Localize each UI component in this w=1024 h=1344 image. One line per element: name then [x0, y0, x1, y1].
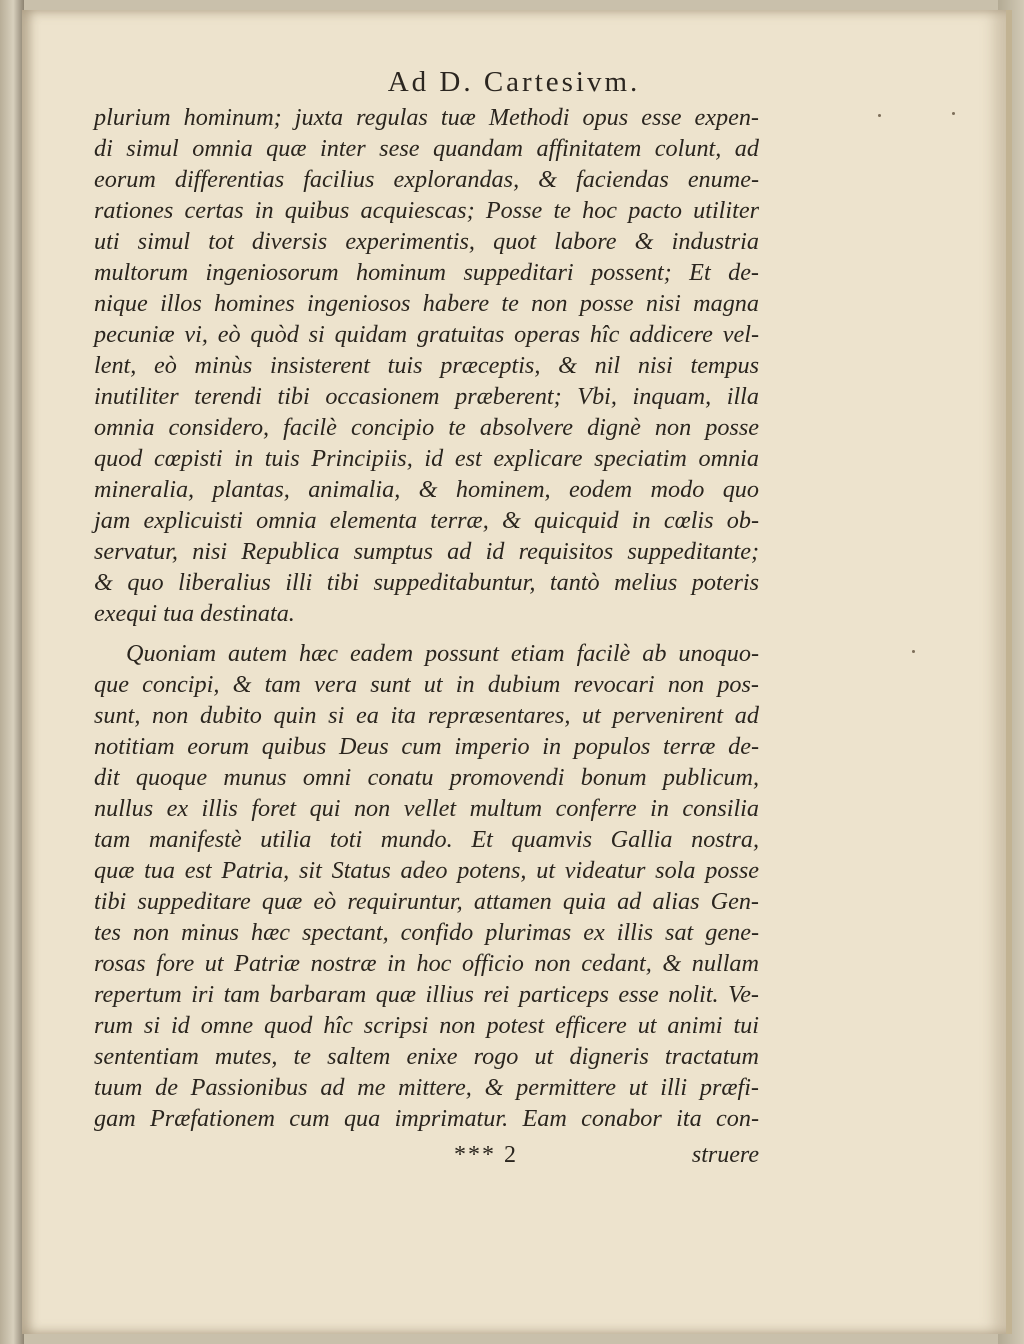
- text-line: dit quoque munus omni conatu promovendi bonum publicum,: [94, 764, 759, 791]
- text-line: mineralia, plantas, animalia, & hominem, eodem modo quo: [94, 476, 759, 503]
- text-line: uti simul tot diversis experimentis, quot labore & industria: [94, 228, 759, 255]
- text-line: plurium hominum; juxta regulas tuæ Methodi opus esse expen-: [94, 104, 759, 131]
- text-line: jam explicuisti omnia elementa terræ, & quicquid in cœlis ob-: [94, 507, 759, 534]
- text-line: gam Præfationem cum qua imprimatur. Eam conabor ita con-: [94, 1105, 759, 1132]
- page-footer: [94, 1142, 759, 1176]
- text-line: que concipi, & tam vera sunt ut in dubium revocari non pos-: [94, 671, 759, 698]
- text-line: omnia considero, facilè concipio te absolvere dignè non posse: [94, 414, 759, 441]
- body-text: [94, 102, 759, 1134]
- text-line: rum si id omne quod hîc scripsi non potest efficere ut animi tui: [94, 1012, 759, 1039]
- text-line: servatur, nisi Republica sumptus ad id requisitos suppeditante;: [94, 538, 759, 565]
- text-line: eorum differentias facilius explorandas, & faciendas enume-: [94, 166, 759, 193]
- paper-speck: [912, 650, 915, 653]
- text-line: nullus ex illis foret qui non vellet multum conferre in consilia: [94, 795, 759, 822]
- text-line: lent, eò minùs insisterent tuis præceptis, & nil nisi tempus: [94, 352, 759, 379]
- text-line: multorum ingeniosorum hominum suppeditari possent; Et de-: [94, 259, 759, 286]
- text-line: tibi suppeditare quæ eò requiruntur, attamen quia ad alias Gen-: [94, 888, 759, 915]
- left-page-edge: [0, 0, 24, 1344]
- book-page: [22, 10, 1012, 1334]
- running-header: Ad D. Cartesivm.: [387, 66, 641, 98]
- paper-speck: [878, 114, 881, 117]
- text-line: rationes certas in quibus acquiescas; Posse te hoc pacto utiliter: [94, 197, 759, 224]
- text-line: quæ tua est Patria, sit Status adeo potens, ut videatur sola posse: [94, 857, 759, 884]
- text-line: repertum iri tam barbaram quæ illius rei particeps esse nolit. Ve-: [94, 981, 759, 1008]
- text-line: pecuniæ vi, eò quòd si quidam gratuitas operas hîc addicere vel-: [94, 321, 759, 348]
- text-line: exequi tua destinata.: [94, 600, 295, 627]
- text-line: notitiam eorum quibus Deus cum imperio in populos terræ de-: [94, 733, 759, 760]
- text-line: quod cœpisti in tuis Principiis, id est explicare speciatim omnia: [94, 445, 759, 472]
- paper-speck: [952, 112, 955, 115]
- text-line: Quoniam autem hæc eadem possunt etiam facilè ab unoquo-: [126, 640, 759, 667]
- text-line: tam manifestè utilia toti mundo. Et quamvis Gallia nostra,: [94, 826, 759, 853]
- text-line: sententiam mutes, te saltem enixe rogo ut digneris tractatum: [94, 1043, 759, 1070]
- catchword: struere: [691, 1142, 759, 1168]
- text-line: rosas fore ut Patriæ nostræ in hoc officio non cedant, & nullam: [94, 950, 759, 977]
- text-line: tuum de Passionibus ad me mittere, & permittere ut illi præfi-: [94, 1074, 759, 1101]
- text-line: sunt, non dubito quin si ea ita repræsentares, ut pervenirent ad: [94, 702, 759, 729]
- text-line: & quo liberalius illi tibi suppeditabuntur, tantò melius poteris: [94, 569, 759, 596]
- paragraph-gap: [94, 629, 759, 638]
- text-line: tes non minus hæc spectant, confido plurimas ex illis sat gene-: [94, 919, 759, 946]
- text-line: nique illos homines ingeniosos habere te non posse nisi magna: [94, 290, 759, 317]
- signature-mark: *** 2: [454, 1142, 518, 1168]
- text-line: di simul omnia quæ inter sese quandam affinitatem colunt, ad: [94, 135, 759, 162]
- text-line: inutiliter terendi tibi occasionem præberent; Vbi, inquam, illa: [94, 383, 759, 410]
